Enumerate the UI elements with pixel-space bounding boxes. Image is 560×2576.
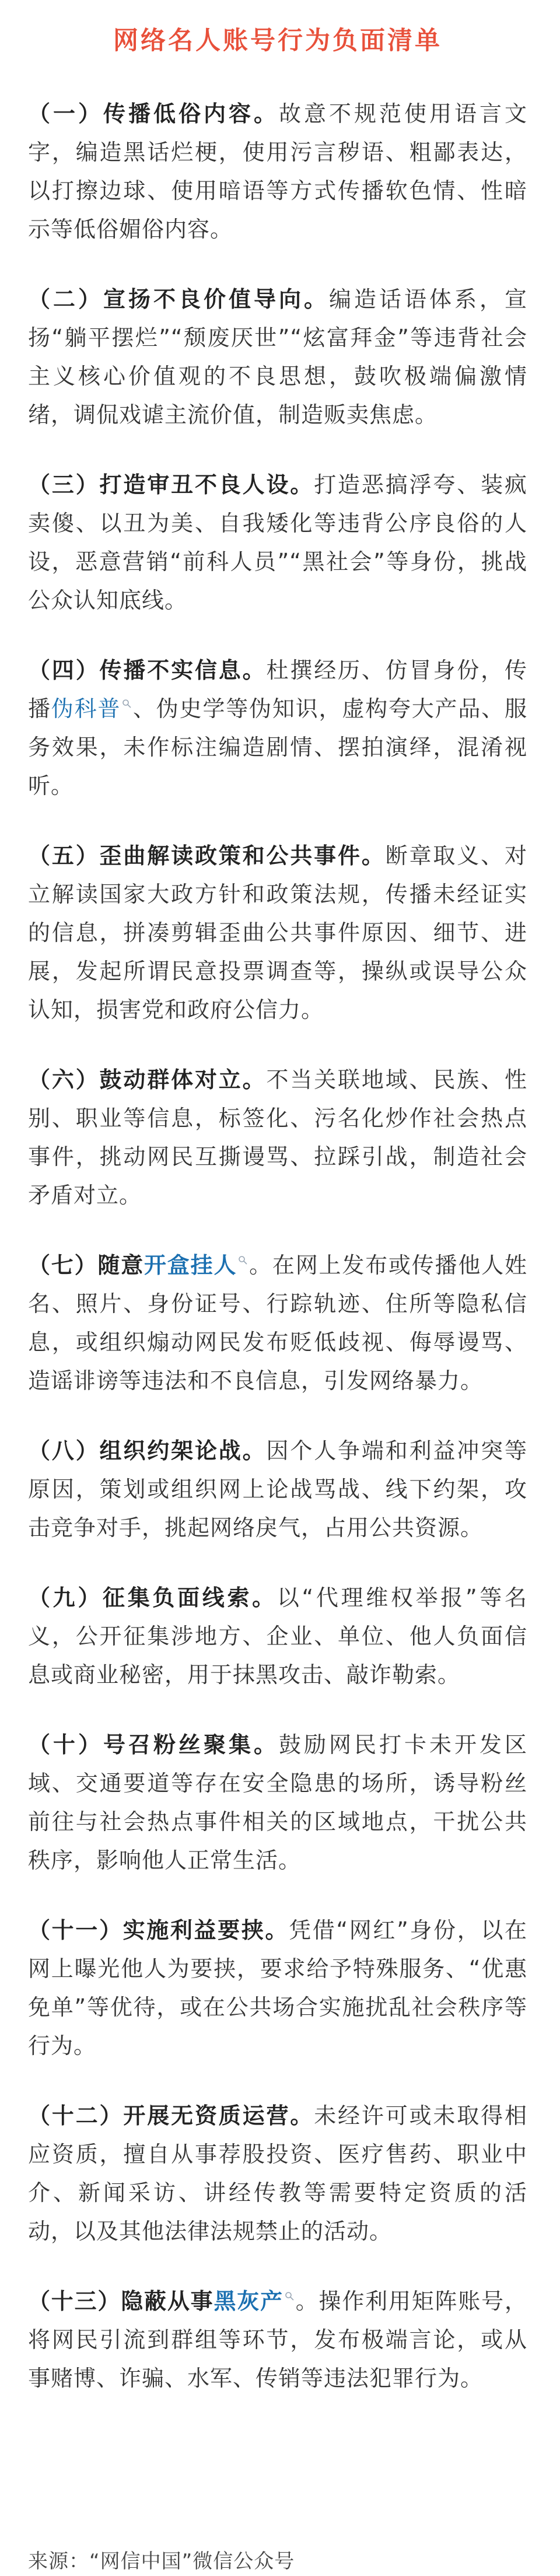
item-heading: （十三）隐蔽从事	[28, 2288, 214, 2314]
list-item-1	[28, 94, 527, 249]
item-body: 、伪史学等伪知识，虚构夸大产品、服务效果，未作标注编造剧情、摆拍演绎，混淆视听。	[28, 696, 527, 799]
list-item-9	[28, 1578, 527, 1694]
item-heading: （二）宣扬不良价值导向。	[28, 286, 329, 312]
search-icon[interactable]	[122, 699, 131, 708]
item-heading: （四）传播不实信息。	[28, 657, 267, 683]
item-heading: （一）传播低俗内容。	[28, 101, 279, 127]
list-item-8	[28, 1432, 527, 1547]
list-item-7	[28, 1246, 527, 1400]
list-item-2	[28, 280, 527, 434]
item-heading: （三）打造审丑不良人设。	[28, 472, 314, 498]
list-item-5	[28, 836, 527, 1029]
item-body: 未经许可或未取得相应资质，擅自从事荐股投资、医疗售药、职业中介、新闻采访、讲经传教等需要特定资质的活动，以及其他法律法规禁止的活动。	[28, 2103, 527, 2244]
list-item-12	[28, 2096, 527, 2250]
item-body: 。在网上发布或传播他人姓名、照片、身份证号、行踪轨迹、住所等隐私信息，或组织煽动网民发布贬低歧视、侮辱谩骂、造谣诽谤等违法和不良信息，引发网络暴力。	[28, 1252, 527, 1394]
list-item-3	[28, 466, 527, 620]
item-body: 打造恶搞浮夸、装疯卖傻、以丑为美、自我矮化等违背公序良俗的人设，恶意营销“前科人员”“黑社会”等身份，挑战公众认知底线。	[28, 472, 527, 613]
item-body: 不当关联地域、民族、性别、职业等信息，标签化、污名化炒作社会热点事件，挑动网民互撕谩骂、拉踩引战，制造社会矛盾对立。	[28, 1067, 527, 1208]
item-heading: （七）随意	[28, 1252, 145, 1278]
search-icon[interactable]	[285, 2291, 294, 2301]
item-body: 鼓励网民打卡未开发区域、交通要道等存在安全隐患的场所，诱导粉丝前往与社会热点事件相关的区域地点，干扰公共秩序，影响他人正常生活。	[28, 1732, 527, 1873]
item-body: 凭借“网红”身份，以在网上曝光他人为要挟，要求给予特殊服务、“优惠免单”等优待，或在公共场合实施扰乱社会秩序等行为。	[28, 1917, 527, 2059]
item-heading: （九）征集负面线索。	[28, 1585, 277, 1611]
keyword-link-doxxing[interactable]: 开盒挂人	[144, 1252, 237, 1278]
item-heading: （六）鼓动群体对立。	[28, 1067, 267, 1093]
list-item-13	[28, 2282, 527, 2398]
list-item-6	[28, 1060, 527, 1214]
keyword-link-grey-industry[interactable]: 黑灰产	[214, 2288, 284, 2314]
item-body: 杜撰经历、仿冒身份，传播	[28, 657, 527, 722]
source-note: 来源：“网信中国”微信公众号	[28, 2550, 295, 2573]
item-body: 因个人争端和利益冲突等原因，策划或组织网上论战骂战、线下约架，攻击竞争对手，挑起网络戾气，占用公共资源。	[28, 1438, 527, 1541]
page-title: 网络名人账号行为负面清单	[113, 26, 442, 55]
item-heading: （十二）开展无资质运营。	[28, 2103, 314, 2129]
item-heading: （八）组织约架论战。	[28, 1438, 267, 1464]
list-item-10	[28, 1726, 527, 1880]
list-item-11	[28, 1911, 527, 2065]
item-body: 故意不规范使用语言文字，编造黑话烂梗，使用污言秽语、粗鄙表达，以打擦边球、使用暗语等方式传播软色情、性暗示等低俗媚俗内容。	[28, 101, 527, 242]
item-body: 断章取义、对立解读国家大政方针和政策法规，传播未经证实的信息，拼凑剪辑歪曲公共事件原因、细节、进展，发起所谓民意投票调查等，操纵或误导公众认知，损害党和政府公信力。	[28, 843, 527, 1023]
item-body: 编造话语体系，宣扬“躺平摆烂”“颓废厌世”“炫富拜金”等违背社会主义核心价值观的不良思想，鼓吹极端偏激情绪，调侃戏谑主流价值，制造贩卖焦虑。	[28, 286, 527, 428]
item-heading: （十）号召粉丝聚集。	[28, 1732, 279, 1758]
item-body: 以“代理维权举报”等名义，公开征集涉地方、企业、单位、他人负面信息或商业秘密，用于抹黑攻击、敲诈勒索。	[28, 1585, 527, 1688]
item-heading: （十一）实施利益要挟。	[28, 1917, 289, 1943]
keyword-link-pseudoscience[interactable]: 伪科普	[51, 696, 121, 722]
list-item-4	[28, 651, 527, 805]
item-heading: （五）歪曲解读政策和公共事件。	[28, 843, 386, 869]
item-body: 。操作利用矩阵账号，将网民引流到群组等环节，发布极端言论，或从事赌博、诈骗、水军、传销等违法犯罪行为。	[28, 2288, 527, 2391]
search-icon[interactable]	[238, 1255, 247, 1265]
